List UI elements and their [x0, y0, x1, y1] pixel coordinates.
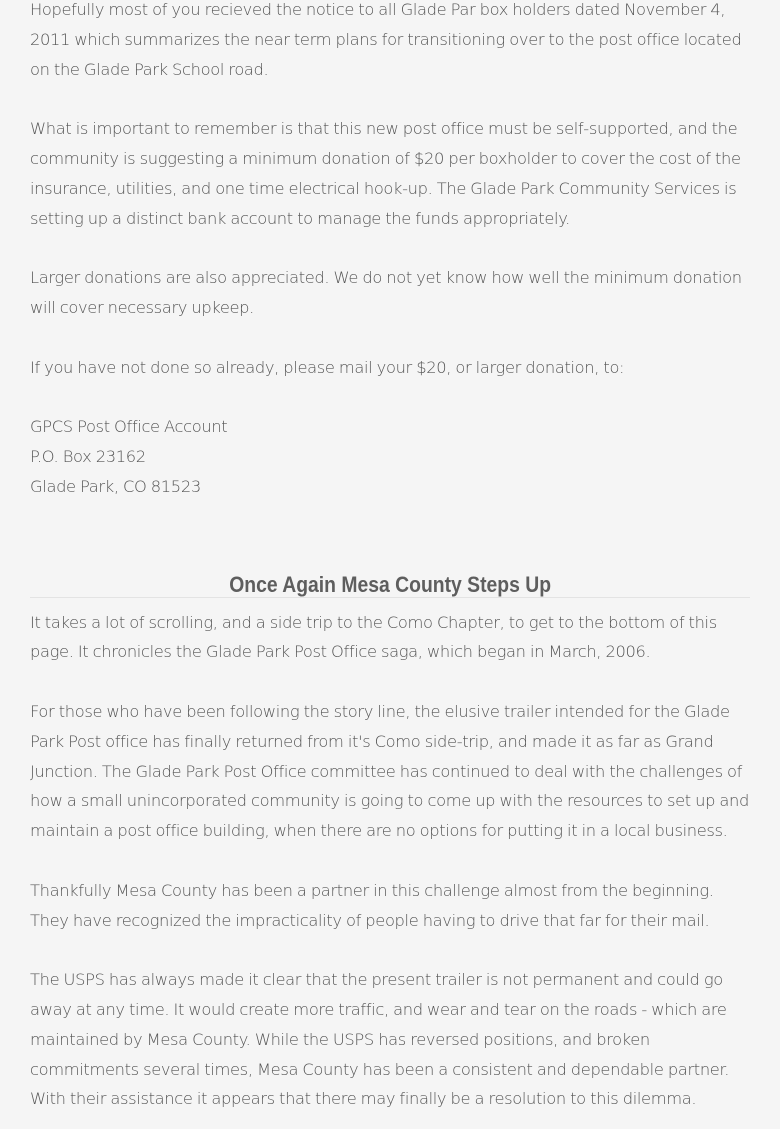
- section-heading: Once Again Mesa County Steps Up: [229, 571, 551, 597]
- paragraph-larger-donations: Larger donations are also appreciated. We do not yet know how well the minimum donation will cover necessary upkeep.: [30, 268, 742, 317]
- paragraph-notice: Hopefully most of you recieved the notice to all Glade Par box holders dated November 4, 2011 which summarizes the near term plans for transitioning over to the post office located on the Glade Park School road.: [30, 0, 742, 79]
- address-line-account: GPCS Post Office Account: [30, 417, 228, 437]
- paragraph-trailer: For those who have been following the story line, the elusive trailer intended for the Glade Park Post office has finally returned from it's Como side-trip, and made it as far as Grand Junction. The Glade Park Post Office committee has continued to deal with the challenges of how a small unincorporated community is going to come up with the resources to set up and maintain a post office building, when there are no options for putting it in a local business.: [30, 701, 750, 841]
- paragraph-mail-instructions: If you have not done so already, please mail your $20, or larger donation, to:: [30, 357, 625, 377]
- paragraph-scrolling: It takes a lot of scrolling, and a side trip to the Como Chapter, to get to the bottom of this page. It chronicles the Glade Park Post Office saga, which began in March, 2006.: [30, 612, 717, 662]
- address-line-city: Glade Park, CO 81523: [30, 476, 201, 496]
- mailing-address: [30, 412, 750, 501]
- article-content: [30, 0, 750, 1114]
- paragraph-self-supported: What is important to remember is that this new post office must be self-supported, and the community is suggesting a minimum donation of $20 per boxholder to cover the cost of the insurance, utilities, and one time electrical hook-up. The Glade Park Community Services is setting up a distinct bank account to manage the funds appropriately.: [30, 119, 741, 228]
- paragraph-usps: The USPS has always made it clear that the present trailer is not permanent and could go away at any time. It would create more traffic, and wear and tear on the roads - which are maintained by Mesa County. While the USPS has reversed positions, and broken commitments several times, Mesa County has been a consistent and dependable partner. With their assistance it appears that there may finally be a resolution to this dilemma.: [30, 970, 730, 1109]
- paragraph-mesa-partner: Thankfully Mesa County has been a partner in this challenge almost from the beginning. They have recognized the impracticality of people having to drive that far for their mail.: [30, 880, 714, 930]
- address-line-pobox: P.O. Box 23162: [30, 446, 146, 466]
- section-heading-container: [30, 562, 750, 598]
